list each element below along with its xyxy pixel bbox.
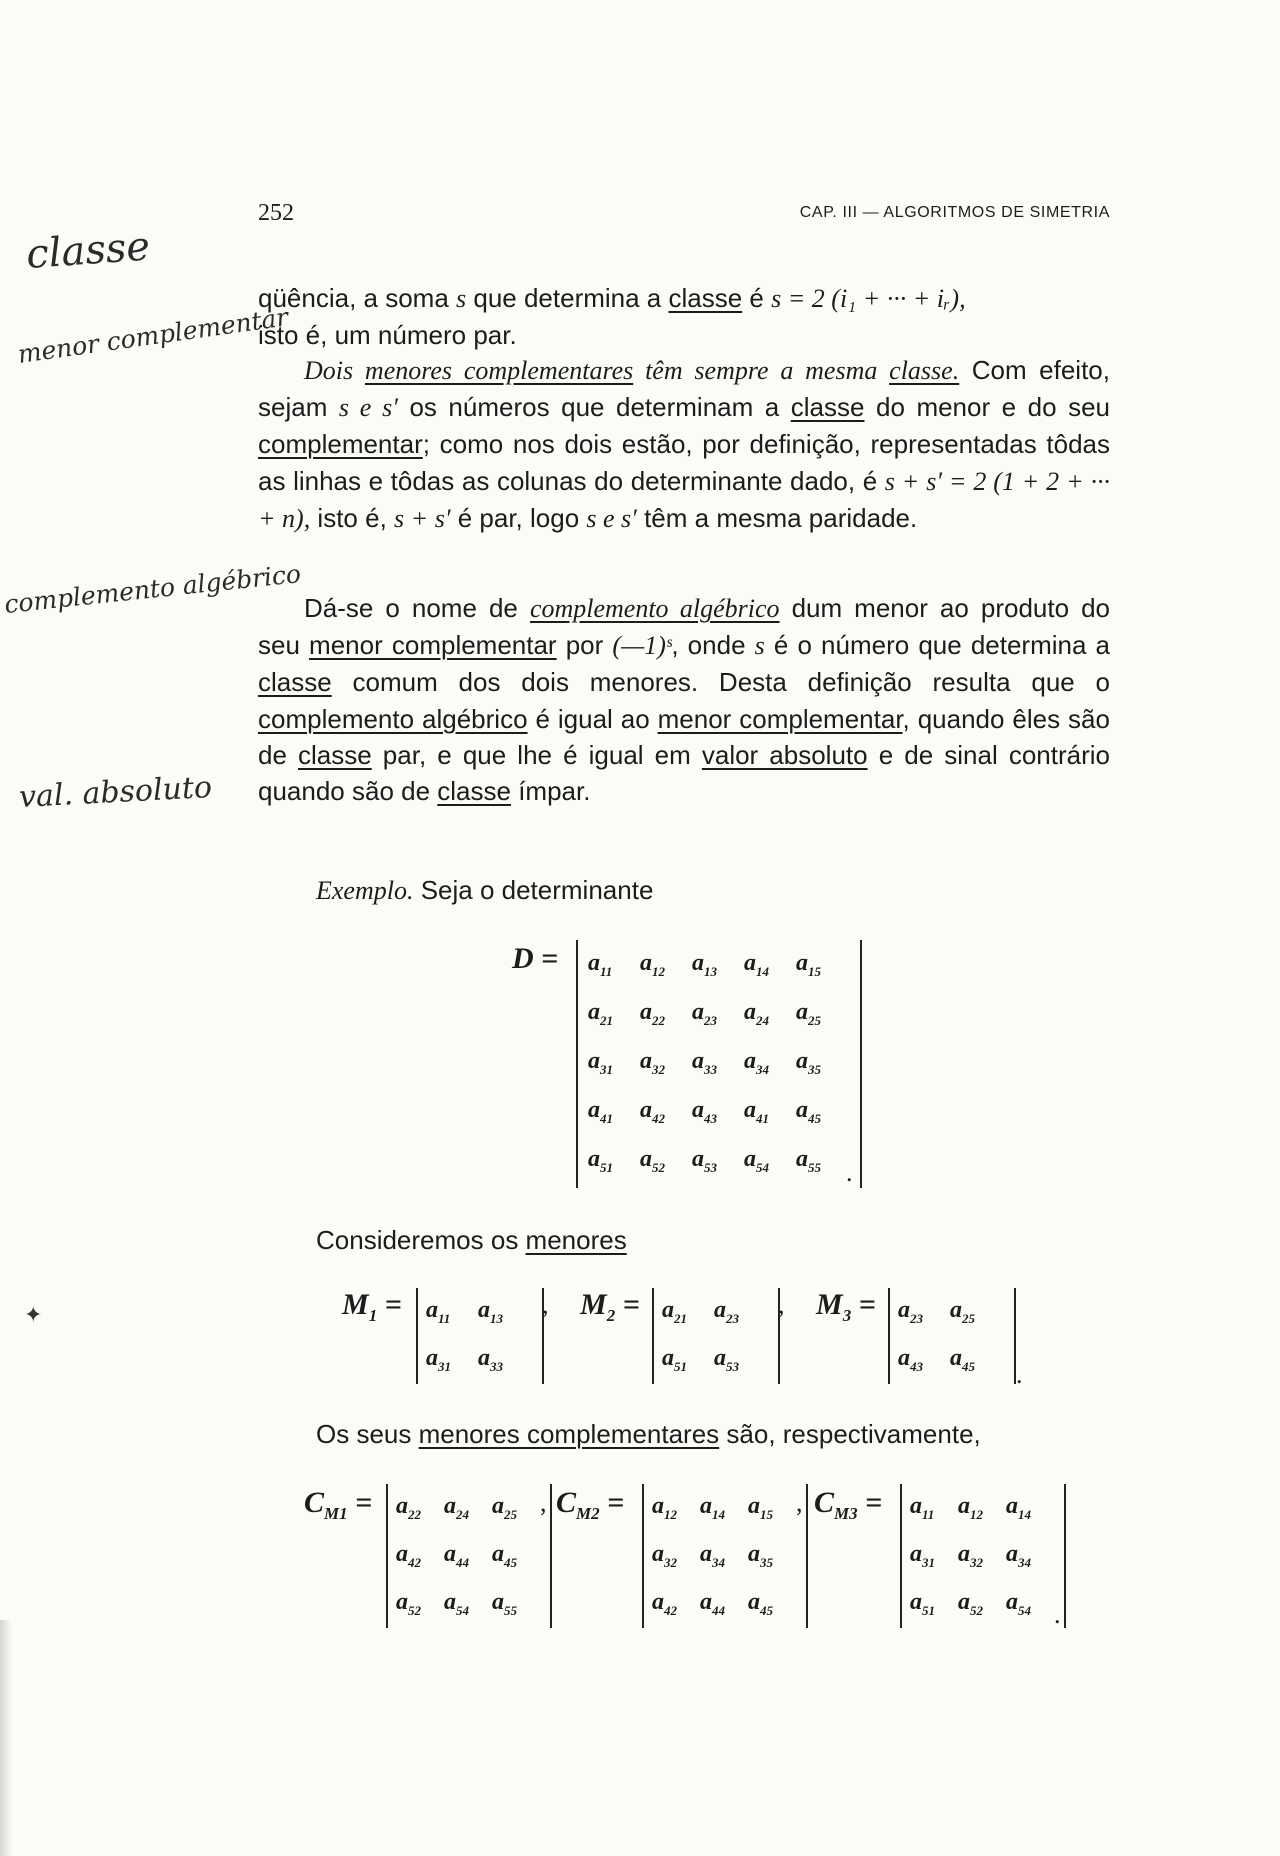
matrix-entry: $a_{52}$ bbox=[958, 1589, 983, 1618]
running-head: CAP. III — ALGORITMOS DE SIMETRIA bbox=[799, 204, 1110, 221]
complement-cm3-label: $C_{M3}$ = bbox=[814, 1486, 883, 1523]
matrix-entry: $a_{45}$ bbox=[950, 1345, 975, 1374]
determinant-d bbox=[576, 940, 862, 1188]
matrix-entry: $a_{15}$ bbox=[796, 949, 821, 979]
matrix-entry: $a_{13}$ bbox=[478, 1297, 503, 1326]
matrix-entry: $a_{42}$ bbox=[640, 1096, 665, 1126]
matrix-entry: $a_{54}$ bbox=[744, 1145, 769, 1175]
matrix-entry: $a_{25}$ bbox=[492, 1493, 517, 1522]
matrix-entry: $a_{45}$ bbox=[748, 1589, 773, 1618]
minor-m2 bbox=[652, 1288, 780, 1384]
matrix-entry: $a_{51}$ bbox=[910, 1589, 935, 1618]
matrix-row bbox=[662, 1288, 770, 1336]
matrix-entry: $a_{12}$ bbox=[958, 1493, 983, 1522]
matrix-entry: $a_{12}$ bbox=[640, 949, 665, 979]
matrix-entry: $a_{54}$ bbox=[444, 1589, 469, 1618]
matrix-entry: $a_{14}$ bbox=[700, 1493, 725, 1522]
matrix-entry: $a_{33}$ bbox=[478, 1345, 503, 1374]
matrix-entry: $a_{43}$ bbox=[898, 1345, 923, 1374]
matrix-entry: $a_{25}$ bbox=[796, 998, 821, 1028]
matrix-row bbox=[396, 1484, 542, 1532]
margin-note-classe: classe bbox=[24, 223, 152, 278]
page-header bbox=[258, 200, 1110, 230]
matrix-entry: $a_{31}$ bbox=[426, 1345, 451, 1374]
matrix-entry: $a_{22}$ bbox=[640, 998, 665, 1028]
paragraph-1: qüência, a soma s que determina a classe é s = 2 (i₁ + ··· + iᵣ), isto é, um número par. bbox=[258, 283, 966, 351]
matrix-row bbox=[588, 989, 850, 1038]
complement-cm2 bbox=[642, 1484, 808, 1628]
matrix-entry: $a_{31}$ bbox=[910, 1541, 935, 1570]
minors-period: . bbox=[1016, 1360, 1023, 1389]
matrix-entry: $a_{24}$ bbox=[744, 998, 769, 1028]
matrix-entry: $a_{34}$ bbox=[1006, 1541, 1031, 1570]
matrix-entry: $a_{43}$ bbox=[692, 1096, 717, 1126]
matrix-entry: $a_{45}$ bbox=[492, 1541, 517, 1570]
matrix-entry: $a_{32}$ bbox=[652, 1541, 677, 1570]
matrix-row bbox=[588, 1087, 850, 1136]
matrix-row bbox=[652, 1532, 798, 1580]
margin-note-valor-absoluto: val. absoluto bbox=[18, 769, 213, 815]
minor-m2-label: $M_2$ = bbox=[580, 1288, 640, 1325]
complement-cm2-label: $C_{M2}$ = bbox=[556, 1486, 625, 1523]
matrix-entry: $a_{14}$ bbox=[1006, 1493, 1031, 1522]
minor-m3 bbox=[888, 1288, 1016, 1384]
matrix-entry: $a_{12}$ bbox=[652, 1493, 677, 1522]
matrix-entry: $a_{41}$ bbox=[744, 1096, 769, 1126]
scan-mark-glyph: ✦ bbox=[24, 1302, 43, 1327]
matrix-entry: $a_{52}$ bbox=[396, 1589, 421, 1618]
matrix-row bbox=[910, 1532, 1056, 1580]
matrix-entry: $a_{34}$ bbox=[700, 1541, 725, 1570]
matrix-entry: $a_{33}$ bbox=[692, 1047, 717, 1077]
matrix-entry: $a_{21}$ bbox=[662, 1297, 687, 1326]
matrix-entry: $a_{41}$ bbox=[588, 1096, 613, 1126]
matrix-entry: $a_{54}$ bbox=[1006, 1589, 1031, 1618]
margin-note-complemento-algebrico: complemento algébrico bbox=[2, 559, 303, 619]
complement-cm3 bbox=[900, 1484, 1066, 1628]
matrix-entry: $a_{53}$ bbox=[714, 1345, 739, 1374]
matrix-entry: $a_{55}$ bbox=[492, 1589, 517, 1618]
matrix-entry: $a_{35}$ bbox=[748, 1541, 773, 1570]
matrix-entry: $a_{45}$ bbox=[796, 1096, 821, 1126]
matrix-entry: $a_{34}$ bbox=[744, 1047, 769, 1077]
matrix-row bbox=[910, 1484, 1056, 1532]
minor-separator-2: , bbox=[778, 1290, 785, 1319]
scan-edge-shadow bbox=[0, 1620, 12, 1856]
determinant-d-period: . bbox=[846, 1158, 853, 1187]
matrix-entry: $a_{11}$ bbox=[588, 949, 613, 979]
matrix-entry: $a_{42}$ bbox=[396, 1541, 421, 1570]
matrix-row bbox=[396, 1532, 542, 1580]
matrix-row bbox=[396, 1580, 542, 1628]
matrix-entry: $a_{44}$ bbox=[700, 1589, 725, 1618]
matrix-row bbox=[588, 1038, 850, 1087]
matrix-entry: $a_{53}$ bbox=[692, 1145, 717, 1175]
exemplo-line: Exemplo. Seja o determinante bbox=[316, 875, 654, 905]
matrix-row bbox=[910, 1580, 1056, 1628]
matrix-entry: $a_{23}$ bbox=[898, 1297, 923, 1326]
matrix-entry: $a_{23}$ bbox=[714, 1297, 739, 1326]
page-number: 252 bbox=[258, 200, 294, 226]
complements-period: . bbox=[1054, 1600, 1061, 1629]
matrix-entry: $a_{15}$ bbox=[748, 1493, 773, 1522]
consideremos-line: Consideremos os menores bbox=[316, 1225, 627, 1255]
matrix-entry: $a_{11}$ bbox=[910, 1493, 935, 1522]
matrix-entry: $a_{21}$ bbox=[588, 998, 613, 1028]
minor-m1-label: $M_1$ = bbox=[342, 1288, 402, 1325]
matrix-entry: $a_{32}$ bbox=[958, 1541, 983, 1570]
matrix-entry: $a_{23}$ bbox=[692, 998, 717, 1028]
matrix-row bbox=[898, 1288, 1006, 1336]
matrix-row bbox=[652, 1580, 798, 1628]
matrix-entry: $a_{51}$ bbox=[662, 1345, 687, 1374]
matrix-row bbox=[652, 1484, 798, 1532]
matrix-row bbox=[898, 1336, 1006, 1384]
complement-cm1-label: $C_{M1}$ = bbox=[304, 1486, 373, 1523]
complement-cm1 bbox=[386, 1484, 552, 1628]
matrix-entry: $a_{55}$ bbox=[796, 1145, 821, 1175]
matrix-entry: $a_{51}$ bbox=[588, 1145, 613, 1175]
matrix-row bbox=[588, 1136, 850, 1185]
os-seus-line: Os seus menores complementares são, respectivamente, bbox=[316, 1419, 981, 1449]
margin-note-menor-complementar: menor complementar bbox=[15, 302, 290, 369]
matrix-entry: $a_{32}$ bbox=[640, 1047, 665, 1077]
paragraph-3: Dá-se o nome de complemento algébrico dum menor ao produto do seu menor complementar por (—1)ˢ, onde s é o número que determina a classe comum dos dois menores. Desta definição resulta que o complemento algébrico é igual ao menor complementar, quando êles são de classe par, e que lhe é igual em valor absoluto e de sinal contrário quando são de classe ímpar. bbox=[258, 593, 1111, 807]
matrix-entry: $a_{22}$ bbox=[396, 1493, 421, 1522]
matrix-entry: $a_{11}$ bbox=[426, 1297, 451, 1326]
matrix-row bbox=[426, 1336, 534, 1384]
matrix-row bbox=[588, 940, 850, 989]
matrix-entry: $a_{44}$ bbox=[444, 1541, 469, 1570]
determinant-d-label: D = bbox=[512, 942, 559, 975]
minor-separator-1: , bbox=[542, 1290, 549, 1319]
paragraph-2: Dois menores complementares têm sempre a mesma classe. Com efeito, sejam s e s′ os números que determinam a classe do menor e do seu complementar; como nos dois estão, por definição, representadas tôdas as linhas e tôdas as colunas do determinante dado, é s + s′ = 2 (1 + 2 + ··· + n), isto é, s + s′ é par, logo s e s′ têm a mesma paridade. bbox=[258, 355, 1110, 533]
matrix-entry: $a_{13}$ bbox=[692, 949, 717, 979]
matrix-row bbox=[662, 1336, 770, 1384]
matrix-entry: $a_{24}$ bbox=[444, 1493, 469, 1522]
matrix-entry: $a_{42}$ bbox=[652, 1589, 677, 1618]
matrix-entry: $a_{35}$ bbox=[796, 1047, 821, 1077]
matrix-entry: $a_{52}$ bbox=[640, 1145, 665, 1175]
matrix-row bbox=[426, 1288, 534, 1336]
minor-m1 bbox=[416, 1288, 544, 1384]
minor-m3-label: $M_3$ = bbox=[816, 1288, 876, 1325]
complement-separator-1: , bbox=[540, 1488, 547, 1517]
matrix-entry: $a_{14}$ bbox=[744, 949, 769, 979]
matrix-entry: $a_{31}$ bbox=[588, 1047, 613, 1077]
matrix-entry: $a_{25}$ bbox=[950, 1297, 975, 1326]
complement-separator-2: , bbox=[796, 1488, 803, 1517]
